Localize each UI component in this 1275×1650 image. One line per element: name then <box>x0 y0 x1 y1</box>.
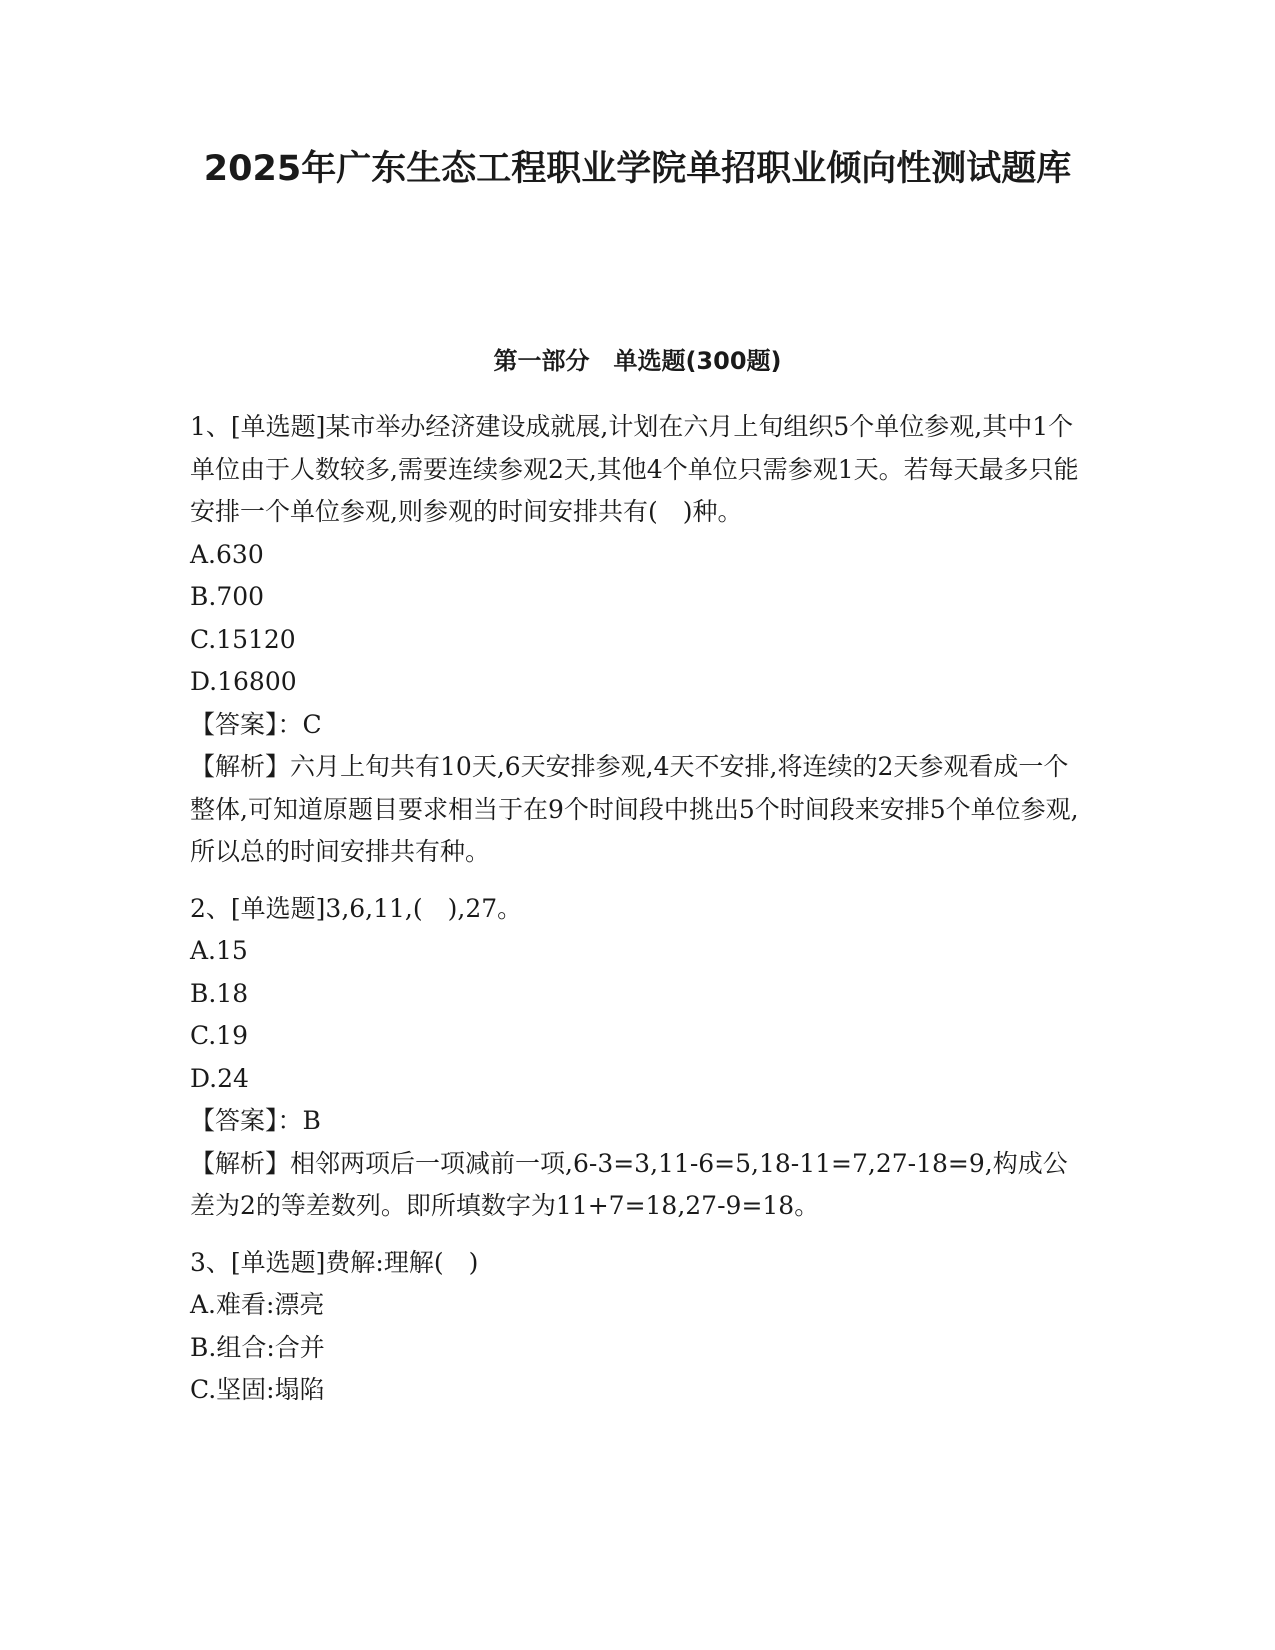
question-list <box>190 406 1085 1426</box>
option-c: C.15120 <box>190 624 296 654</box>
question-item <box>190 406 1085 874</box>
analysis-line <box>190 1143 1085 1228</box>
document-title: 2025年广东生态工程职业学院单招职业倾向性测试题库 <box>203 149 1072 189</box>
question-item <box>190 888 1085 1228</box>
answer-label: 【答案】 <box>190 1106 278 1135</box>
option-d: D.16800 <box>190 667 297 696</box>
question-stem: 3、[单选题]费解:理解( ) <box>190 1247 479 1277</box>
option-b: B.700 <box>190 582 265 611</box>
analysis-label: 【解析】 <box>190 752 291 781</box>
option-a: A.15 <box>190 936 248 965</box>
answer-line <box>190 1100 1085 1143</box>
option-a: A.630 <box>190 539 264 569</box>
answer-value: B <box>302 1106 321 1135</box>
analysis-label: 【解析】 <box>190 1148 291 1178</box>
section-title: 第一部分 单选题(300题) <box>493 347 782 375</box>
option-c: C.19 <box>190 1021 248 1050</box>
option-b: B.组合:合并 <box>190 1332 325 1362</box>
answer-separator: ： <box>277 1106 303 1135</box>
option-c: C.坚固:塌陷 <box>190 1375 325 1404</box>
question-stem: 2、[单选题]3,6,11,( ),27。 <box>190 893 523 923</box>
option-a: A.难看:漂亮 <box>190 1290 325 1319</box>
analysis-line <box>190 746 1085 874</box>
question-stem: 1、[单选题]某市举办经济建设成就展,计划在六月上旬组织5个单位参观,其中1个单位由于人数较多,需要连续参观2天,其他4个单位只需参观1天。若每天最多只能安排一个单位参观,则参观的时间安排共有( )种。 <box>190 412 1079 526</box>
answer-separator: ： <box>277 709 303 739</box>
question-item <box>190 1242 1085 1412</box>
option-b: B.18 <box>190 978 249 1008</box>
answer-label: 【答案】 <box>190 709 278 739</box>
analysis-text: 相邻两项后一项减前一项,6-3=3,11-6=5,18-11=7,27-18=9,构成公差为2的等差数列。即所填数字为11+7=18,27-9=18。 <box>190 1148 1068 1220</box>
answer-line <box>190 704 1085 747</box>
analysis-text: 六月上旬共有10天,6天安排参观,4天不安排,将连续的2天参观看成一个整体,可知道原题目要求相当于在9个时间段中挑出5个时间段来安排5个单位参观,所以总的时间安排共有种。 <box>190 752 1079 866</box>
answer-value: C <box>302 709 322 739</box>
option-d: D.24 <box>190 1063 249 1093</box>
